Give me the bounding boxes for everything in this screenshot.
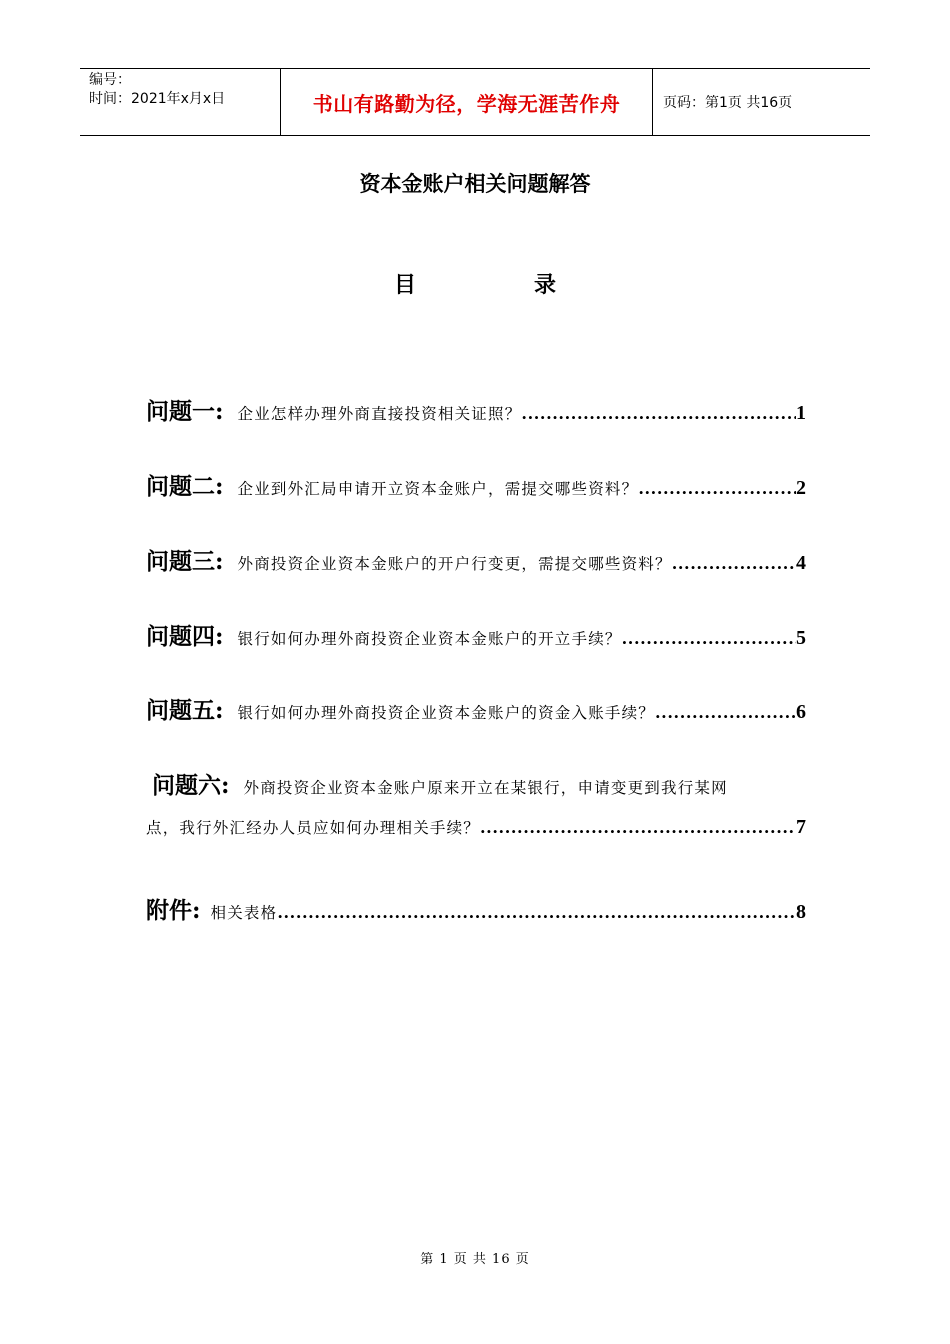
toc-entry-page: 6	[796, 701, 806, 723]
toc-leader-dots	[638, 479, 796, 498]
toc-entry-page: 5	[796, 627, 806, 649]
toc-entry-6-continued[interactable]	[146, 816, 806, 839]
toc-entry-label: 问题五:	[146, 697, 224, 724]
page-footer: 第 1 页 共 16 页	[420, 1252, 530, 1267]
header-number-label: 编号：	[89, 72, 131, 88]
toc-entry-text: 外商投资企业资本金账户的开户行变更，需提交哪些资料？	[237, 555, 672, 573]
header-date-label: 时间：2021年x月x日	[89, 91, 226, 107]
toc-entry-2[interactable]	[146, 468, 806, 501]
toc-entry-appendix[interactable]	[146, 892, 806, 925]
document-title: 资本金账户相关问题解答	[359, 171, 591, 196]
header-meta	[80, 69, 281, 135]
toc-entry-label: 问题一:	[146, 398, 224, 425]
toc-leader-dots	[521, 404, 796, 423]
toc-entry-page: 8	[796, 901, 806, 923]
toc-heading-char-2: 录	[534, 272, 557, 298]
toc-entry-label: 问题四:	[146, 623, 224, 650]
toc-leader-dots	[622, 629, 796, 648]
toc-entry-label: 问题二:	[146, 473, 224, 500]
toc-entry-page: 1	[796, 402, 806, 424]
toc-entry-4[interactable]	[146, 618, 806, 651]
toc-heading-char-1: 目	[393, 272, 416, 298]
toc-entry-text: 相关表格	[210, 904, 278, 922]
toc-entry-label: 附件:	[146, 897, 201, 924]
toc-entry-text: 银行如何办理外商投资企业资本金账户的资金入账手续？	[237, 704, 656, 722]
toc-entry-page: 7	[796, 816, 806, 838]
toc-leader-dots	[277, 903, 796, 922]
toc-entry-label: 问题六:	[152, 772, 230, 799]
toc-entry-1[interactable]	[146, 393, 806, 426]
toc-entry-text: 企业怎样办理外商直接投资相关证照？	[237, 405, 522, 423]
toc-entry-text: 银行如何办理外商投资企业资本金账户的开立手续？	[237, 630, 622, 648]
toc-entry-text-line-1: 外商投资企业资本金账户原来开立在某银行，申请变更到我行某网	[243, 779, 728, 797]
toc-leader-dots	[672, 554, 796, 573]
toc-heading	[0, 268, 950, 299]
toc-entry-6[interactable]	[152, 767, 807, 800]
toc-leader-dots	[480, 818, 796, 837]
toc-entry-5[interactable]	[146, 692, 806, 725]
toc-entry-page: 2	[796, 477, 806, 499]
header-motto: 书山有路勤为径，学海无涯苦作舟	[281, 69, 653, 135]
toc-entry-3[interactable]	[146, 543, 806, 576]
toc-leader-dots	[655, 703, 796, 722]
page-header	[80, 68, 870, 136]
toc-entry-page: 4	[796, 552, 806, 574]
toc-entry-label: 问题三:	[146, 548, 224, 575]
toc-entry-text: 企业到外汇局申请开立资本金账户，需提交哪些资料？	[237, 480, 639, 498]
header-page-info: 页码：第1页 共16页	[663, 95, 793, 111]
toc-entry-text-line-2: 点，我行外汇经办人员应如何办理相关手续？	[146, 819, 481, 837]
